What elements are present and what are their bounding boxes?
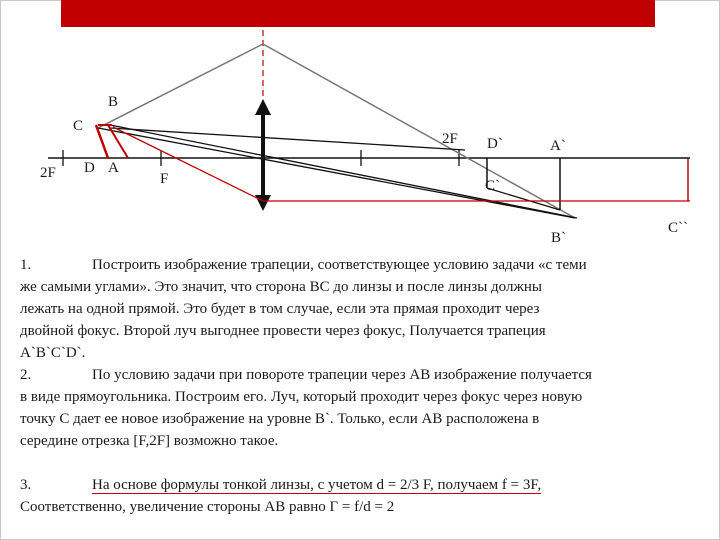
paragraph-1 bbox=[20, 254, 700, 364]
paragraph-2-number: 2. bbox=[20, 367, 32, 383]
label-f: F bbox=[160, 171, 169, 187]
paragraph-2-line: По условию задачи при повороте трапеции через АВ изображение получается bbox=[92, 367, 592, 383]
paragraph-1-line: A`B`C`D`. bbox=[20, 345, 86, 361]
paragraph-2-line: в виде прямоугольника. Построим его. Луч, который проходит через фокус через новую bbox=[20, 389, 583, 405]
label-a: A bbox=[108, 160, 119, 176]
label-c-double-prime: C`` bbox=[668, 220, 688, 236]
label-d-prime: D` bbox=[487, 136, 503, 152]
paragraph-2-line: середине отрезка [F,2F] возможно такое. bbox=[20, 433, 279, 449]
explanation-text bbox=[20, 254, 700, 518]
optics-diagram bbox=[0, 0, 720, 260]
paragraph-2-line: точку С дает ее новое изображение на уровне В`. Только, если АВ расположена в bbox=[20, 411, 540, 427]
paragraph-3-line: На основе формулы тонкой линзы, с учетом d = 2/3 F, получаем f = 3F, bbox=[92, 477, 542, 493]
ray-through-focus bbox=[110, 125, 577, 218]
paragraph-1-line: лежать на одной прямой. Это будет в том случае, если эта прямая проходит через bbox=[20, 301, 540, 317]
label-d: D bbox=[84, 160, 95, 176]
paragraph-3-number: 3. bbox=[20, 477, 32, 493]
paragraph-1-number: 1. bbox=[20, 257, 32, 273]
ray-parallel bbox=[110, 128, 465, 150]
label-a-prime: A` bbox=[550, 138, 566, 154]
lens-arrow-top bbox=[255, 99, 271, 115]
paragraph-2 bbox=[20, 364, 700, 452]
paragraph-3-line: Соответственно, увеличение стороны АВ равно Г = f/d = 2 bbox=[20, 499, 395, 515]
paragraph-1-line: же самыми углами». Это значит, что сторона ВС до линзы и после линзы должны bbox=[20, 279, 542, 295]
label-c-prime: C` bbox=[485, 178, 500, 194]
paragraph-1-line: Построить изображение трапеции, соответствующее условию задачи «с теми bbox=[92, 257, 587, 273]
label-b-prime: B` bbox=[551, 230, 566, 246]
paragraph-1-line: двойной фокус. Второй луч выгоднее провести через фокус, Получается трапеция bbox=[20, 323, 546, 339]
red-ray-to-lens bbox=[113, 127, 263, 201]
paragraph-3 bbox=[20, 474, 700, 518]
ray-gray-left bbox=[98, 44, 263, 128]
label-b: B bbox=[108, 94, 119, 110]
label-2f-left: 2F bbox=[40, 165, 56, 181]
ray-gray-right bbox=[263, 44, 575, 218]
label-c: C bbox=[73, 118, 84, 134]
lens-arrow-bottom bbox=[255, 195, 271, 211]
label-2f-right: 2F bbox=[442, 131, 458, 147]
